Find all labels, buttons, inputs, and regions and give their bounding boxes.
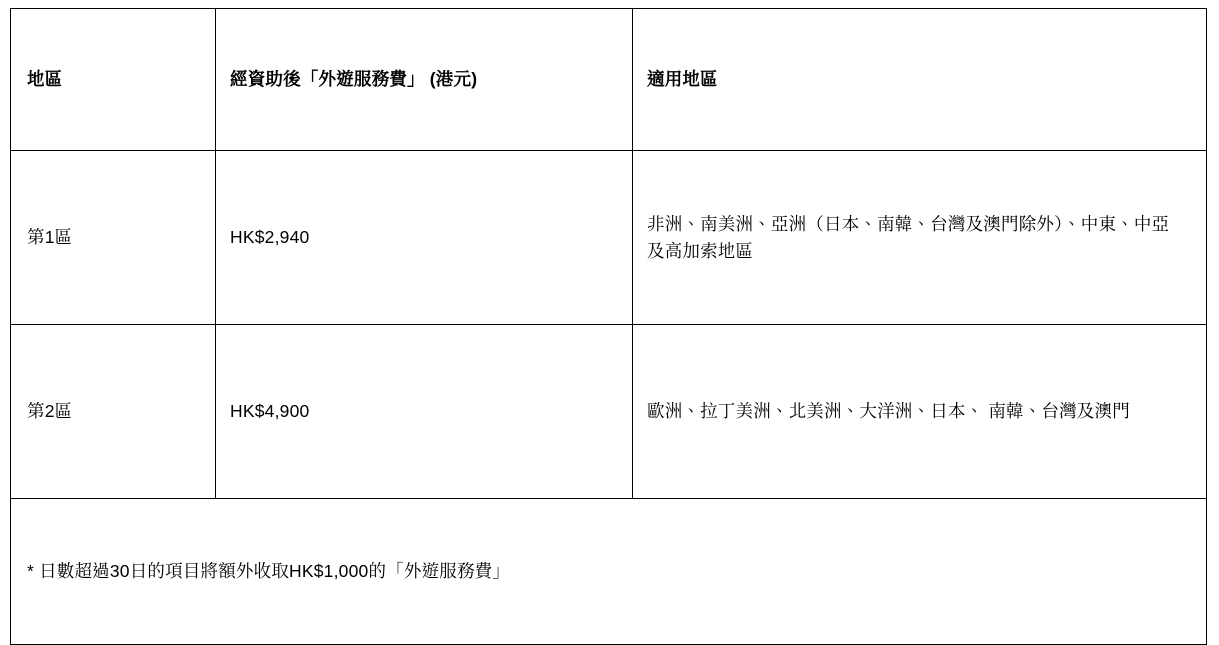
column-header-areas: 適用地區 [633,9,1207,151]
cell-region: 第1區 [11,151,216,325]
table-header-row [11,9,1207,151]
cell-fee: HK$2,940 [216,151,633,325]
cell-areas [633,151,1207,325]
cell-region: 第2區 [11,325,216,499]
cell-areas-text: 非洲、南美洲、亞洲（日本、南韓、台灣及澳門除外）、中東、中亞及高加索地區 [647,214,1170,261]
cell-fee: HK$4,900 [216,325,633,499]
overseas-service-fee-table [10,8,1207,645]
table-footnote-row [11,499,1207,645]
footnote-text: * 日數超過30日的項目將額外收取HK$1,000的「外遊服務費」 [11,499,1207,645]
column-header-region: 地區 [11,9,216,151]
cell-areas-text: 歐洲、拉丁美洲、北美洲、大洋洲、日本、 南韓、台灣及澳門 [647,401,1130,422]
column-header-fee: 經資助後「外遊服務費」 (港元) [216,9,633,151]
cell-areas [633,325,1207,499]
table-row [11,325,1207,499]
table-row [11,151,1207,325]
